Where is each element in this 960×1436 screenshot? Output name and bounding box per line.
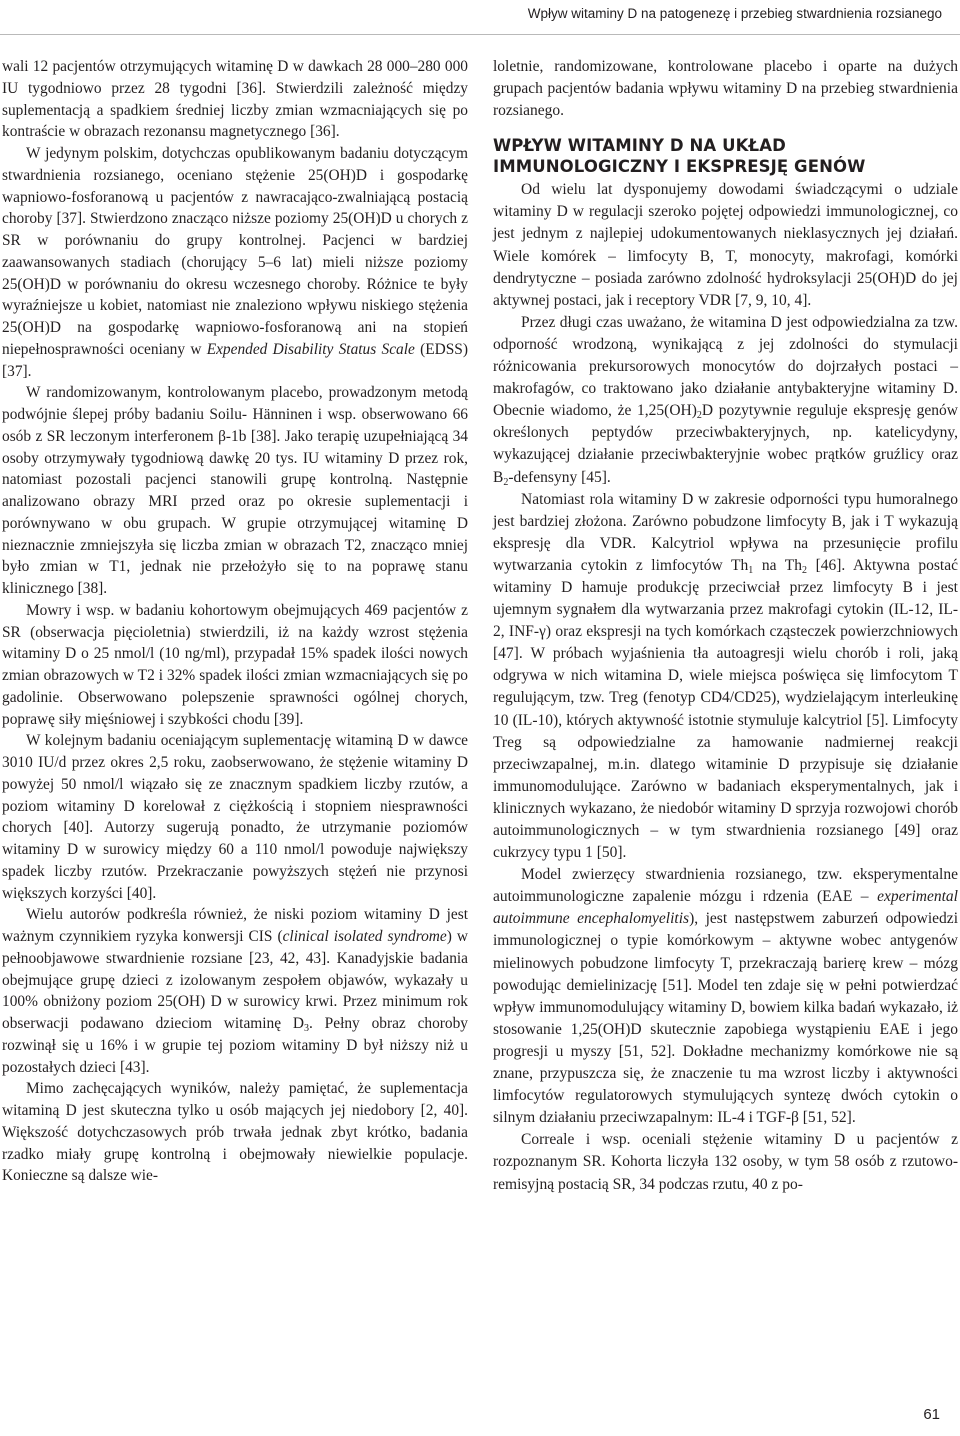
paragraph: wali 12 pacjentów otrzymujących witaminę D w dawkach 28 000–280 000 IU tygodniowo przez 28 tygodni [36]. Stwierdzili zależność między suplementacją a spadkiem średniej liczby zmian wzmacniających się po kontraście w obrazach rezonansu magnetycznego [36]. [2, 58, 468, 141]
paragraph: Przez długi czas uważano, że witamina D jest odpowiedzialna za tzw. odporność wrodzoną, wynikającą z jej zdolności do stymulacji różnicowania prekursorowych monocytów do dojrzałych postaci ‒ makrofagów, co traktowano jako działanie antybakteryjne witaminy D. Obecnie wiadomo, że $1,25(OH)_2D$ pozytywnie reguluje ekspresję genów określonych peptydów przeciwbakteryjnych, np. katelicydyny, wykazującej działanie przeciwbakteryjnie wobec prątków gruźlicy oraz $B_2$-defensyny [45]. [493, 313, 958, 488]
emphasis: experimental autoimmune encephalomyelitis [493, 888, 958, 928]
paragraph: Od wielu lat dysponujemy dowodami świadczącymi o udziale witaminy D w regulacji szeroko pojętej odpowiedzi immunologicznej, co jest jednym z najlepiej udokumentowanych nieklasycznych jej działań. Wiele komórek ‒ limfocyty B, T, monocyty, makrofagi, komórki dendrytyczne ‒ posiada zarówno zdolność hydroksylacji 25(OH)D do jej aktywnej postaci, jak i receptory VDR [7, 9, 10, 4]. [493, 181, 958, 309]
paragraph: W jedynym polskim, dotychczas opublikowanym badaniu dotyczącym stwardnienia rozsianego, oceniano stężenie 25(OH)D i gospodarkę wapniowo-fosforanową u pacjentów z nawracająco-zwalniającą postacią choroby [37]. Stwierdzono znacząco niższe poziomy 25(OH)D u chorych z SR w porównaniu do grupy kontrolnej. Pacjenci w bardziej zaawansowanych stadiach (chorujący 5‒6 lat) mieli niższe poziomy 25(OH)D w porównaniu do okresu wczesnego choroby. Różnice te były wyraźniejsze u kobiet, natomiast nie znaleziono wpływu niskiego stężenia 25(OH)D na gospodarkę wapniowo-fosforanową ani na stopień niepełnosprawności oceniany w Expended Disability Status Scale (EDSS)[37]. [2, 145, 468, 380]
subscript: 2 [802, 564, 807, 576]
paragraph: Model zwierzęcy stwardnienia rozsianego, tzw. eksperymentalne autoimmunologiczne zapalenie mózgu i rdzenia (EAE ‒ experimental autoimmune encephalomyelitis), jest następstwem zaburzeń odpowiedzi immunologicznej o typie komórkowym ‒ aktywne wobec antygenów mielinowych pobudzone limfocyty T, przekraczają barierę krew ‒ mózg powodując demielinizację [51]. Model ten zdaje się w pełni potwierdzać wpływ immunomodulujący witaminy D, bowiem kilka badań wykazało, iż stosowanie 1,25(OH)D skutecznie zapobiega wystąpieniu EAE i jego progresji u myszy [51, 52]. Dokładne mechanizmy komórkowe nie są znane, przypuszcza się, że znaczenie tu ma wzrost liczby i aktywności limfocytów regulatorowych stymulujących syntezę dwóch cytokin o silnym działaniu przeciwzapalnym: IL-4 i TGF-β [51, 52]. [493, 866, 958, 1127]
paragraph: Wielu autorów podkreśla również, że niski poziom witaminy D jest ważnym czynnikiem ryzyka konwersji CIS (clinical isolated syndrome) w pełnoobjawowe stwardnienie rozsiane [23, 42, 43]. Kanadyjskie badania obejmujące grupę dzieci z izolowanym zespołem objawów, wykazały u 100% obniżony poziom 25(OH) D w surowicy krwi. Przez minimum rok obserwacji podawano dzieciom witaminę $D_3$. Pełny obraz choroby rozwinął się u 16% i w grupie tej poziom witaminy D był niższy niż u pozostałych dzieci [43]. [2, 906, 469, 1076]
right-column [493, 56, 958, 1196]
paragraph: Mimo zachęcających wyników, należy pamiętać, że suplementacja witaminą D jest skuteczna tylko u osób mających jej niedobory [2, 40]. Większość dotychczasowych prób trwała jednak zbyt krótko, badania rzadko miały grupę kontrolną i obejmowały niewielkie populacje. Konieczne są dalsze wie- [2, 1080, 468, 1185]
running-title: Wpływ witaminy D na patogenezę i przebieg stwardnienia rozsianego [527, 6, 942, 21]
paragraph: Mowry i wsp. w badaniu kohortowym obejmujących 469 pacjentów z SR (obserwacja pięcioletnia) stwierdzili, iż na każdy wzrost stężenia witaminy D o 25 nmol/l (10 ng/ml), przypadał 15% spadek ilości nowych zmian obrazowych w T2 i 32% spadek ilości zmian wzmacniających się po gadolinie. Obserwowano polepszenie sprawności ogólnej chorych, poprawę siły mięśniowej i szybkości chodu [39]. [2, 601, 468, 728]
paragraph: W randomizowanym, kontrolowanym placebo, prowadzonym metodą podwójnie ślepej próby badaniu Soilu- Hänninen i wsp. obserwowano 66 osób z SR leczonym interferonem β-1b [38]. Jako terapię uzupełniającą 34 osoby otrzymywały tygodniową dawkę 20 tys. IU witaminy D przez rok, natomiast pozostali pacjenci stanowili grupę kontrolną. Następnie analizowano obrazy MRI przed oraz po okresie suplementacji i porównywano w obu grupach. W grupie otrzymującej witaminę D nieznacznie zmniejszyła się liczba zmian w obrazach T2, znacząco mniej było zmian w T1, jednak nie przełożyło się to na poprawę stanu klinicznego [38]. [2, 384, 468, 597]
subscript: 2 [696, 410, 702, 422]
subscript: 1 [748, 564, 754, 576]
section-heading: WPŁYW WITAMINY D NA UKŁAD IMMUNOLOGICZNY I EKSPRESJĘ GENÓW [493, 136, 866, 177]
subscript: 2 [503, 476, 509, 488]
paragraph: Correale i wsp. oceniali stężenie witaminy D u pacjentów z rozpoznanym SR. Kohorta liczyła 132 osoby, w tym 58 osób z rzutowo-remisyjną postacią SR, 34 podczas rzutu, 40 z po- [493, 1131, 958, 1193]
emphasis: Expended Disability Status Scale [206, 340, 415, 358]
paragraph: loletnie, randomizowane, kontrolowane placebo i oparte na dużych grupach pacjentów badania wpływu witaminy D na przebieg stwardnienia rozsianego. [493, 58, 958, 120]
subscript: 3 [304, 1023, 310, 1034]
emphasis: clinical isolated syndrome [282, 928, 447, 945]
page-number: 61 [923, 1406, 940, 1423]
left-column [2, 56, 468, 1187]
running-head [0, 0, 960, 35]
paragraph: Natomiast rola witaminy D w zakresie odporności typu humoralnego jest bardziej złożona. Zarówno pobudzone limfocyty B, jak i T wykazują ekspresję dla VDR. Kalcytriol wpływa na przesunięcie profilu wytwarzania cytokin z limfocytów $Th_1$ na $Th_2$ [46]. Aktywna postać witaminy D hamuje produkcję przeciwciał przez limfocyty B i jest ujemnym sygnałem dla wytwarzania przez makrofagi cytokin (IL-12, IL-2, INF-γ) oraz ekspresji na tych komórkach cząsteczek powierzchniowych [47]. W próbach wyjaśnienia tła autoagresji wielu chorób i roli, jaką odgrywa w nich witamina D, wiele miejsca poświęca się limfocytom T regulującym, tzw. Treg (fenotyp CD4/CD25), wydzielającym interleukinę 10 (IL-10), których aktywność istotnie stymuluje kalcytriol [5]. Limfocyty Treg są odpowiedzialne za hamowanie nadmiernej reakcji przeciwzapalnej, m.in. dlatego witaminie D przypisuje się działanie immunomodulujące. Zarówno w badaniach eksperymentalnych, jak i klinicznych wykazano, że niedobór witaminy D sprzyja rozwojowi chorób autoimmunologicznych ‒ w tym stwardnienia rozsianego [49] oraz cukrzycy typu 1 [50]. [493, 490, 958, 862]
paragraph: W kolejnym badaniu oceniającym suplementację witaminą D w dawce 3010 IU/d przez okres 2,5 roku, zaobserwowano, że stężenie witaminy D powyżej 50 nmol/l wiązało się ze znacznym spadkiem liczby rzutów, a poziom witaminy D korelował z ciężkością i stopniem niesprawności chorych [40]. Autorzy sugerują ponadto, że utrzymanie poziomów witaminy D w surowicy między 60 a 110 nmol/l powoduje największy spadek liczby rzutów. Przekraczanie powyższych stężeń nie przynosi większych korzyści [40]. [2, 732, 468, 902]
